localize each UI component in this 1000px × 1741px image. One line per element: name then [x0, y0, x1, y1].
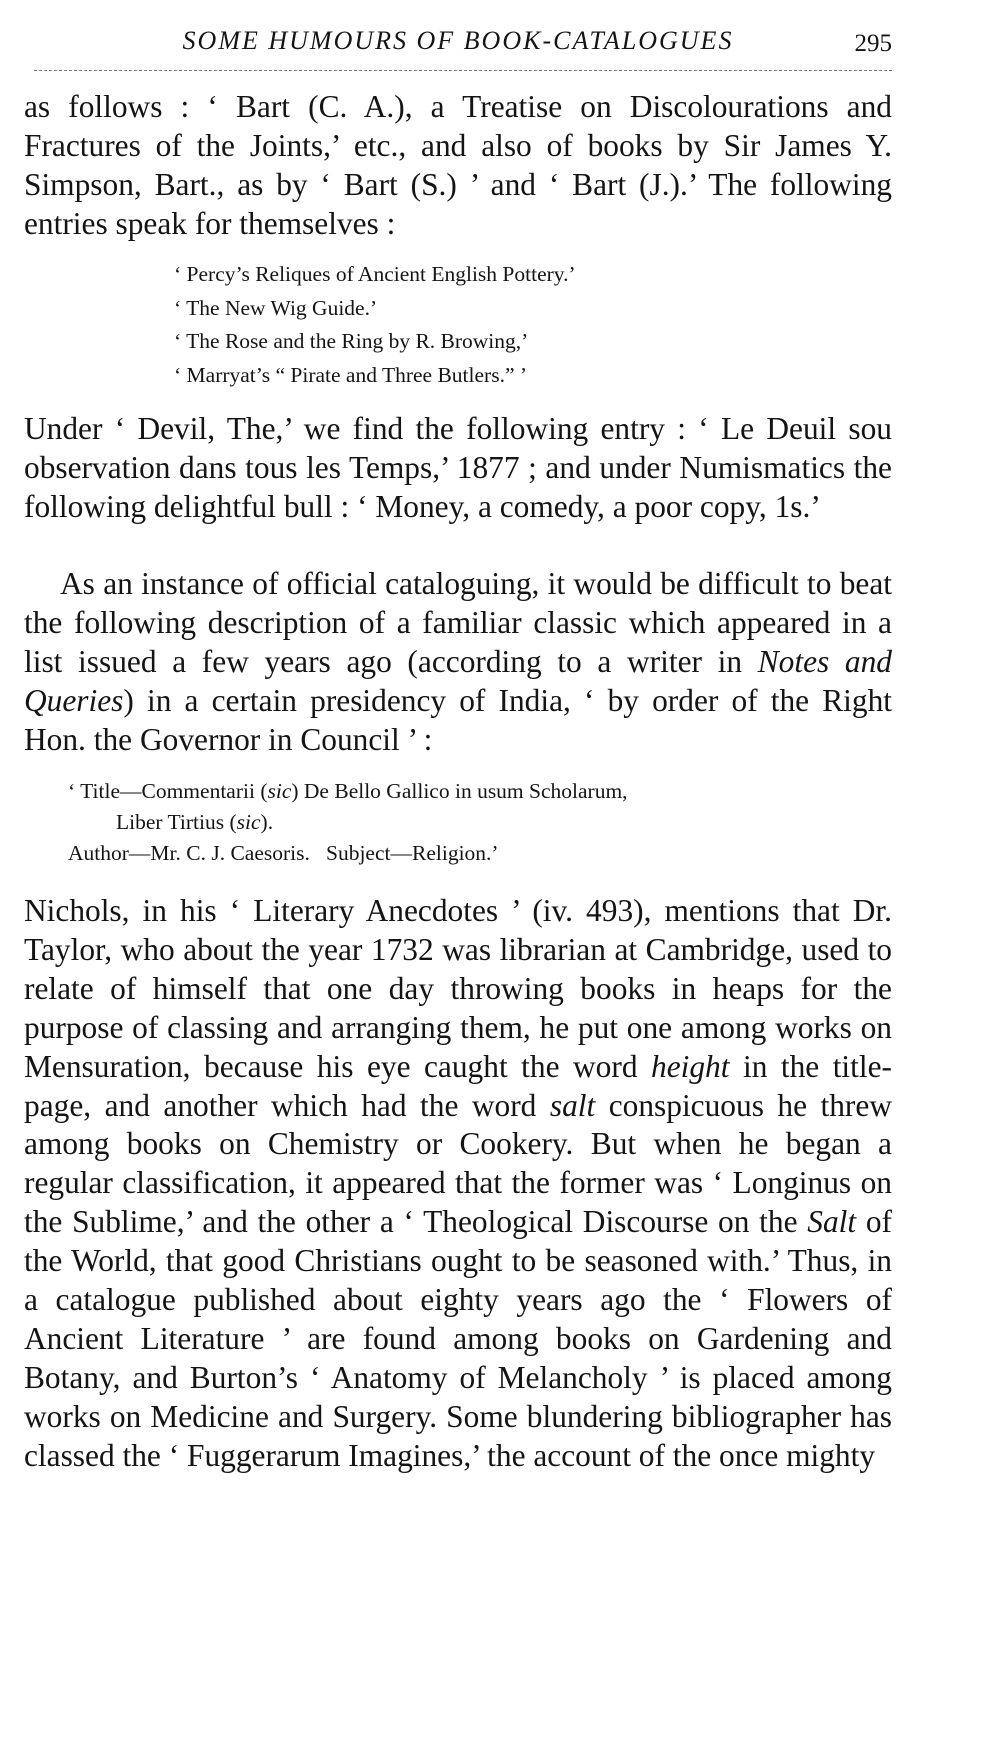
running-title: SOME HUMOURS OF BOOK-CATALOGUES	[182, 26, 734, 55]
catalogue-record-quote	[68, 776, 888, 869]
text-run: of the World, that good Christians ought to be seasoned with.’ Thus, in a catalogue published about eighty years ago the ‘ Flowers of Ancient Literature ’ are found among books on Gardening and Botany, and Burton’s ‘ Anatomy of Melancholy ’ is placed among works on Medicine and Surgery. Some blundering bibliographer has classed the ‘ Fuggerarum Imagines,’ the account of the once mighty	[24, 1204, 892, 1473]
text-run: As an instance of official cataloguing, it would be difficult to beat the following description of a familiar classic which appeared in a list issued a few years ago (according to a writer in	[24, 566, 892, 679]
text-run: in the title-page, and another which had the word	[24, 1048, 892, 1123]
text-run: ).	[260, 810, 274, 834]
italic-sic: sic	[267, 779, 292, 803]
text-run: Liber Tirtius (	[116, 810, 237, 834]
header-rule	[34, 70, 892, 71]
record-title-line	[68, 776, 888, 807]
text-run: ) in a certain presidency of India, ‘ by order of the Right Hon. the Governor in Council ’ :	[24, 682, 892, 757]
text-run: ) De Bello Gallico in usum Scholarum,	[291, 779, 628, 803]
record-subject: Subject—Religion.’	[326, 841, 499, 865]
catalogue-entry: ‘ The Rose and the Ring by R. Browing,’	[174, 329, 529, 353]
text-run: Nichols, in his ‘ Literary Anecdotes ’ (iv. 493), mentions that Dr. Taylor, who about the year 1732 was librarian at Cambridge, used to relate of himself that one day throwing books in heaps for the purpose of classing and arranging them, he put one among works on Mensuration, because his eye caught the word	[24, 893, 892, 1084]
italic-title: Notes and Queries	[24, 643, 892, 718]
paragraph-nichols-anecdote	[24, 892, 892, 1476]
italic-word: height	[651, 1048, 730, 1084]
running-head	[24, 26, 892, 66]
italic-sic: sic	[236, 810, 261, 834]
record-author: Author—Mr. C. J. Caesoris.	[68, 841, 310, 865]
paragraph-devil-entry: Under ‘ Devil, The,’ we find the following entry : ‘ Le Deuil sou observation dans tous les Temps,’ 1877 ; and under Numismatics the following delightful bull : ‘ Money, a comedy, a poor copy, 1s.’	[24, 411, 892, 524]
text-run: conspicuous he threw among books on Chemistry or Cookery. But when he began a regular classification, it appeared that the former was ‘ Longinus on the Sublime,’ and the other a ‘ Theological Discourse on the	[24, 1087, 892, 1240]
catalogue-entry: ‘ The New Wig Guide.’	[174, 295, 378, 320]
italic-word: salt	[549, 1087, 596, 1123]
catalogue-entries-list	[174, 258, 774, 392]
record-author-line	[68, 838, 888, 869]
catalogue-entry: ‘ Percy’s Reliques of Ancient English Pottery.’	[174, 262, 576, 286]
italic-word: Salt	[807, 1204, 857, 1240]
paragraph-continuation: as follows : ‘ Bart (C. A.), a Treatise on Discolourations and Fractures of the Joints,’ etc., and also of books by Sir James Y. Simpson, Bart., as by ‘ Bart (S.) ’ and ‘ Bart (J.).’ The following entries speak for themselves :	[24, 89, 892, 241]
record-liber-line	[68, 807, 888, 838]
page-number: 295	[854, 30, 892, 57]
paragraph-official-cataloguing	[24, 565, 892, 760]
catalogue-entry: ‘ Marryat’s “ Pirate and Three Butlers.” ’	[174, 362, 528, 387]
text-run: ‘ Title—Commentarii (	[68, 779, 268, 803]
